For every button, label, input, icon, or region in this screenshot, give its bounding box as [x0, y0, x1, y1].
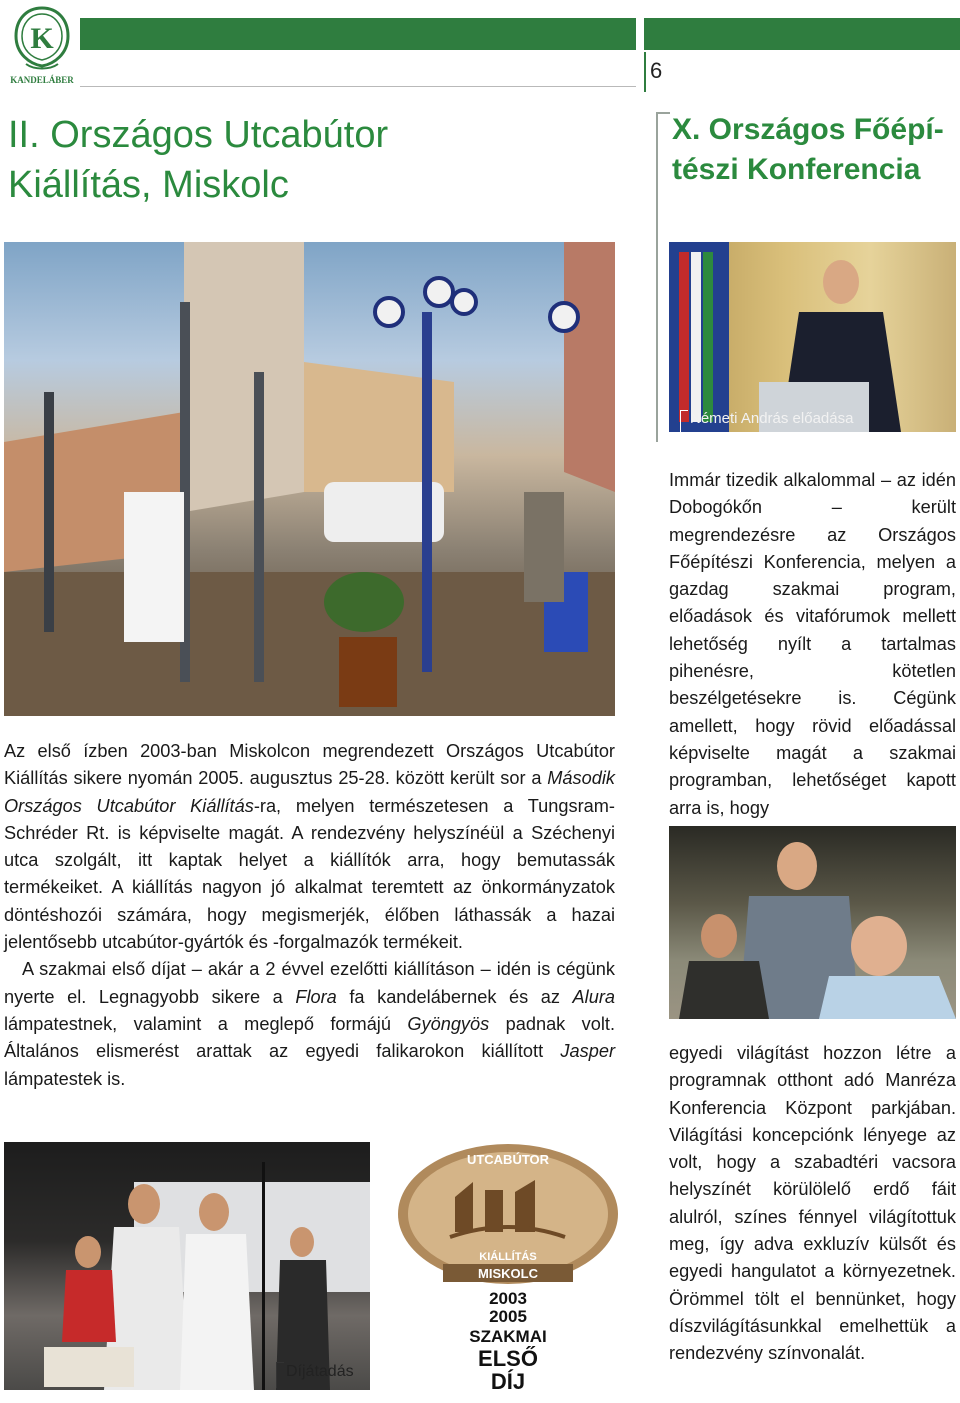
right-title-line2: tészi Konferencia	[672, 153, 921, 186]
p2-text-d: padnak volt. Általános elismerést arattak az egyedi falikarokon kiállított	[4, 1013, 615, 1062]
header-rule	[80, 86, 636, 87]
p1-exhibition-name: Második Országos Utcabútor Kiállítás	[4, 768, 615, 816]
right-column-bracket	[656, 112, 658, 442]
left-article-paragraph-2	[4, 956, 615, 1092]
right-article-paragraph-2: egyedi világítást hozzon létre a programnak otthont adó Manréza Konferencia Központ parkjában. Világítási koncepciónk lényege az volt, hogy a szabadtéri vacsora helyszínét körülölelő erdő fáit alulról, színes fénnyel világítottuk meg, így adva exkluzív külsőt és egyedi hangulatot a környezetnek. Örömmel tölt el bennünket, hogy díszvilágításunkkal emelhettük a rendezvény színvonalát.	[669, 1043, 956, 1364]
header-bar-right	[644, 18, 960, 50]
logo-letter: K	[30, 22, 54, 55]
conference-speaker-photo	[669, 242, 956, 432]
right-article-title	[672, 110, 960, 190]
badge-year2: 2005	[489, 1307, 527, 1326]
street-exhibition-photo	[4, 242, 615, 716]
badge-line2: ELSŐ	[478, 1346, 538, 1371]
header-bar-left	[80, 18, 636, 50]
caption-mark	[680, 410, 681, 432]
badge-middle-text: KIÁLLÍTÁS	[479, 1251, 537, 1263]
p2-text-c: lámpatestnek, valamint a meglepő formájú	[4, 1013, 408, 1034]
page-number: 6	[650, 58, 663, 83]
badge-top-text: UTCABÚTOR	[466, 1152, 550, 1167]
right-title-line1: X. Országos Főépí-	[672, 113, 944, 146]
right-column-bracket-top	[656, 112, 670, 114]
left-article-body	[4, 738, 615, 1093]
award-badge	[395, 1142, 625, 1394]
badge-year1: 2003	[489, 1289, 527, 1308]
left-title-line2: Kiállítás, Miskolc	[8, 164, 289, 206]
award-ceremony-photo	[4, 1142, 370, 1390]
caption-mark-h	[680, 410, 688, 411]
badge-city: MISKOLC	[478, 1266, 538, 1281]
badge-line1: SZAKMAI	[469, 1327, 547, 1346]
award-caption-mark-h	[276, 1362, 284, 1363]
kandelaber-logo	[6, 4, 78, 86]
p1-text-a: Az első ízben 2003-ban Miskolcon megrendezett Országos Utcabútor Kiállítás sikere nyomán 2005. augusztus 25-28. között került sor a	[4, 741, 615, 789]
p2-text-e: lámpatestek is.	[4, 1068, 126, 1089]
logo-text: KANDELÁBER	[10, 75, 74, 85]
left-article-paragraph-1	[4, 738, 615, 956]
product-jasper: Jasper	[560, 1041, 615, 1062]
p2-text-b: fa kandelábernek és az	[336, 986, 573, 1007]
right-article-paragraph-1: Immár tizedik alkalommal – az idén Dobogókőn – került megrendezésre az Országos Főépítészi Konferencia, melyen a gazdag szakmai program, előadások és vitafórumok mellett lehetőség nyílt a tartalmas pihenésre, kötetlen beszélgetésekre is. Cégünk amellett, hogy rövid előadással képviselte magát a szakmai programban, lehetőséget kapott arra is, hogy	[669, 470, 956, 818]
product-gyongyos: Gyöngyös	[407, 1013, 490, 1034]
award-caption-mark	[276, 1362, 277, 1388]
award-photo-caption: Díjátadás	[286, 1363, 354, 1380]
conference-photo-caption: Németi András előadása	[690, 410, 854, 427]
left-title-line1: II. Országos Utcabútor	[8, 114, 389, 156]
product-alura: Alura	[572, 986, 615, 1007]
p2-text-a: A szakmai első díjat – akár a 2 évvel ezelőtti kiállításon – idén is cégünk nyerte el. Legnagyobb sikere a	[4, 959, 615, 1007]
p1-text-b: -ra, melyen természetesen a Tungsram-Schréder Rt. is képviselte magát. A rendezvény helyszínéül a Széchenyi utca szolgált, itt kaptak helyet a kiállítók arra, hogy bemutassák termékeiket. A kiállítás nagyon jó alkalmat teremtett az önkormányzatok döntéshozói számára, hogy megismerjék, élőben láthassák a hazai jelentősebb utcabútor-gyártók és -forgalmazók termékeit.	[4, 795, 615, 953]
left-article-title	[8, 110, 628, 210]
product-flora: Flora	[295, 986, 337, 1007]
conference-audience-photo	[669, 826, 956, 1019]
page-number-bracket	[644, 52, 646, 92]
badge-line3: DÍJ	[490, 1369, 526, 1394]
